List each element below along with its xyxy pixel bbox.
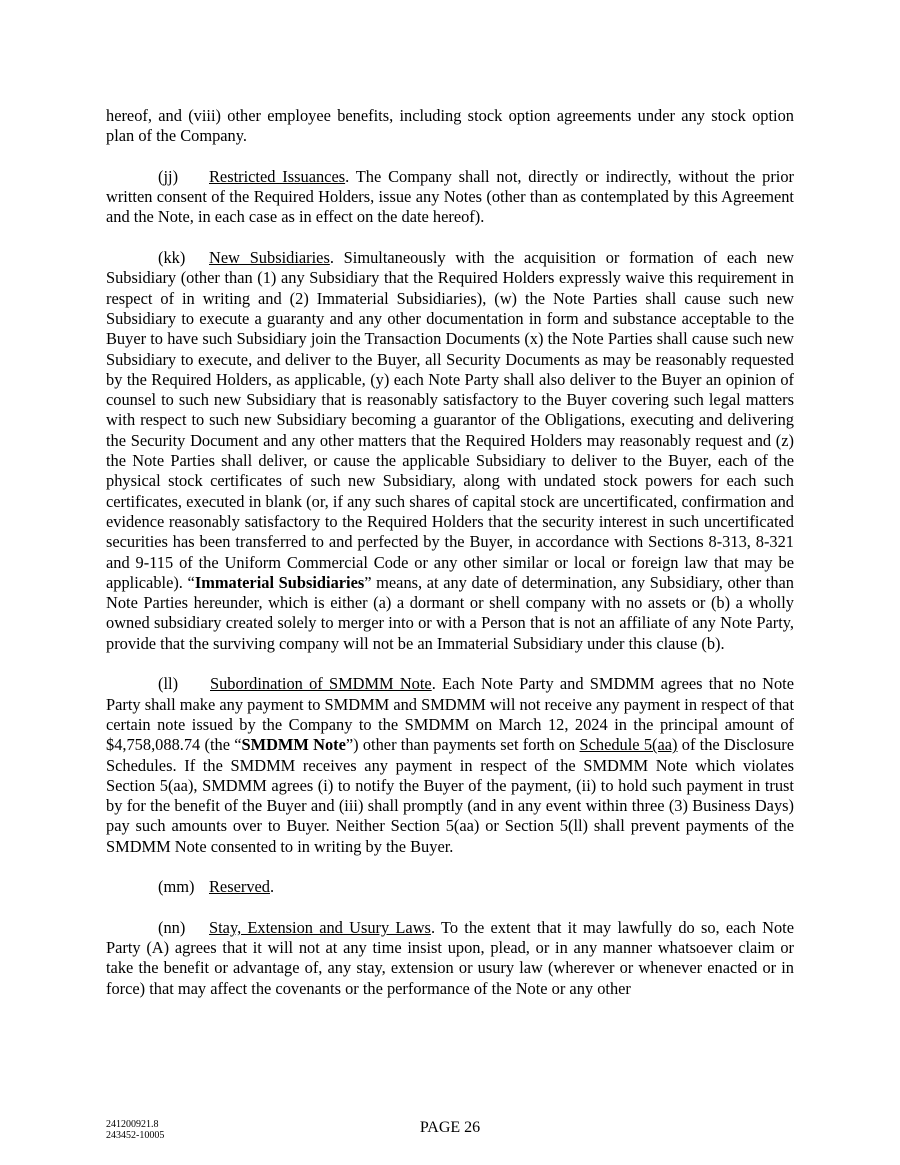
section-heading: Subordination of SMDMM Note — [210, 674, 432, 694]
section-kk — [106, 248, 794, 654]
section-label: (nn) — [158, 917, 186, 937]
section-text: ” means, at any date of determination, any Subsidiary, other than Note Parties hereunder, which is either (a) a dormant or shell company with no assets or (b) a wholly owned subsidiary created solely to merger into or with a Person that is not an affiliate of any Note Party, provide that the surviving company will not be an Immaterial Subsidiary under this clause (b). — [106, 572, 795, 653]
section-text: . Each Note Party and SMDMM agrees that no Note Party shall make any payment to SMDMM and SMDMM will not receive any payment in respect of that certain note issued by the Company to the SMDMM on March 12, 2024 in the principal amount of $4,758,088.74 (the “ — [106, 674, 794, 755]
defined-term: SMDMM Note — [241, 735, 346, 755]
section-nn — [106, 918, 794, 999]
section-text: . — [270, 877, 275, 897]
document-body — [106, 106, 794, 1019]
section-mm — [106, 877, 794, 897]
schedule-reference: Schedule 5(aa) — [579, 735, 678, 755]
doc-id-line-2: 243452-10005 — [106, 1130, 165, 1141]
doc-id-line-1: 241200921.8 — [106, 1119, 159, 1130]
section-jj — [106, 167, 794, 228]
section-label: (kk) — [158, 248, 186, 268]
section-heading: Reserved — [209, 877, 270, 897]
section-text: of the Disclosure Schedules. If the SMDMM receives any payment in respect of the SMDMM Note which violates Section 5(aa), SMDMM agrees (i) to notify the Buyer of the payment, (ii) to hold such payment in trust by for the benefit of the Buyer and (iii) shall promptly (and in any event within three (3) Business Days) pay such amounts over to Buyer. Neither Section 5(aa) or Section 5(ll) shall prevent payments of the SMDMM Note consented to in writing by the Buyer. — [106, 735, 795, 856]
section-label: (jj) — [158, 166, 179, 186]
section-heading: New Subsidiaries — [209, 248, 330, 268]
section-heading: Restricted Issuances — [209, 166, 346, 186]
section-text: ”) other than payments set forth on — [345, 735, 580, 755]
section-text: . The Company shall not, directly or indirectly, without the prior written consent of the Required Holders, issue any Notes (other than as contemplated by this Agreement and the Note, in each case as in effect on the date hereof). — [106, 166, 795, 227]
paragraph-continuation — [106, 106, 794, 147]
paragraph-text: hereof, and (viii) other employee benefits, including stock option agreements under any stock option plan of the Company. — [106, 106, 794, 146]
section-heading: Stay, Extension and Usury Laws — [209, 917, 431, 937]
defined-term: Immaterial Subsidiaries — [194, 572, 365, 592]
section-text: . To the extent that it may lawfully do so, each Note Party (A) agrees that it will not at any time insist upon, plead, or in any manner whatsoever claim or take the benefit or advantage of, any stay, extension or usury law (wherever or whenever enacted or in force) that may affect the covenants or the performance of the Note or any other — [106, 917, 794, 998]
section-label: (mm) — [158, 877, 195, 897]
section-label: (ll) — [158, 674, 179, 694]
section-text: . Simultaneously with the acquisition or formation of each new Subsidiary (other than (1) any Subsidiary that the Required Holders expressly waive this requirement in respect of in writing and (2) Immaterial Subsidiaries), (w) the Note Parties shall cause such new Subsidiary to execute a guaranty and any other documentation in form and substance acceptable to the Buyer to have such Subsidiary join the Transaction Documents (x) the Note Parties shall cause such new Subsidiary to execute, and deliver to the Buyer, all Security Documents as may be reasonably requested by the Required Holders, as applicable, (y) each Note Party shall also deliver to the Buyer an opinion of counsel to such new Subsidiary that is reasonably satisfactory to the Buyer covering such legal matters with respect to such new Subsidiary becoming a guarantor of the Obligations, executing and delivering the Security Document and any other matters that the Required Holders may reasonably request and (z) the Note Parties shall deliver, or cause the applicable Subsidiary to deliver to the Buyer, each of the physical stock certificates of such new Subsidiary, along with undated stock powers for each such certificates, executed in blank (or, if any such shares of capital stock are uncertificated, confirmation and evidence reasonably satisfactory to the Required Holders that the security interest in such uncertificated securities has been transferred to and perfected by the Buyer, in accordance with Sections 8-313, 8-321 and 9-115 of the Uniform Commercial Code or any other similar or local or foreign law that may be applicable). “ — [106, 248, 794, 592]
page-number: PAGE 26 — [419, 1119, 481, 1136]
section-ll — [106, 674, 794, 857]
